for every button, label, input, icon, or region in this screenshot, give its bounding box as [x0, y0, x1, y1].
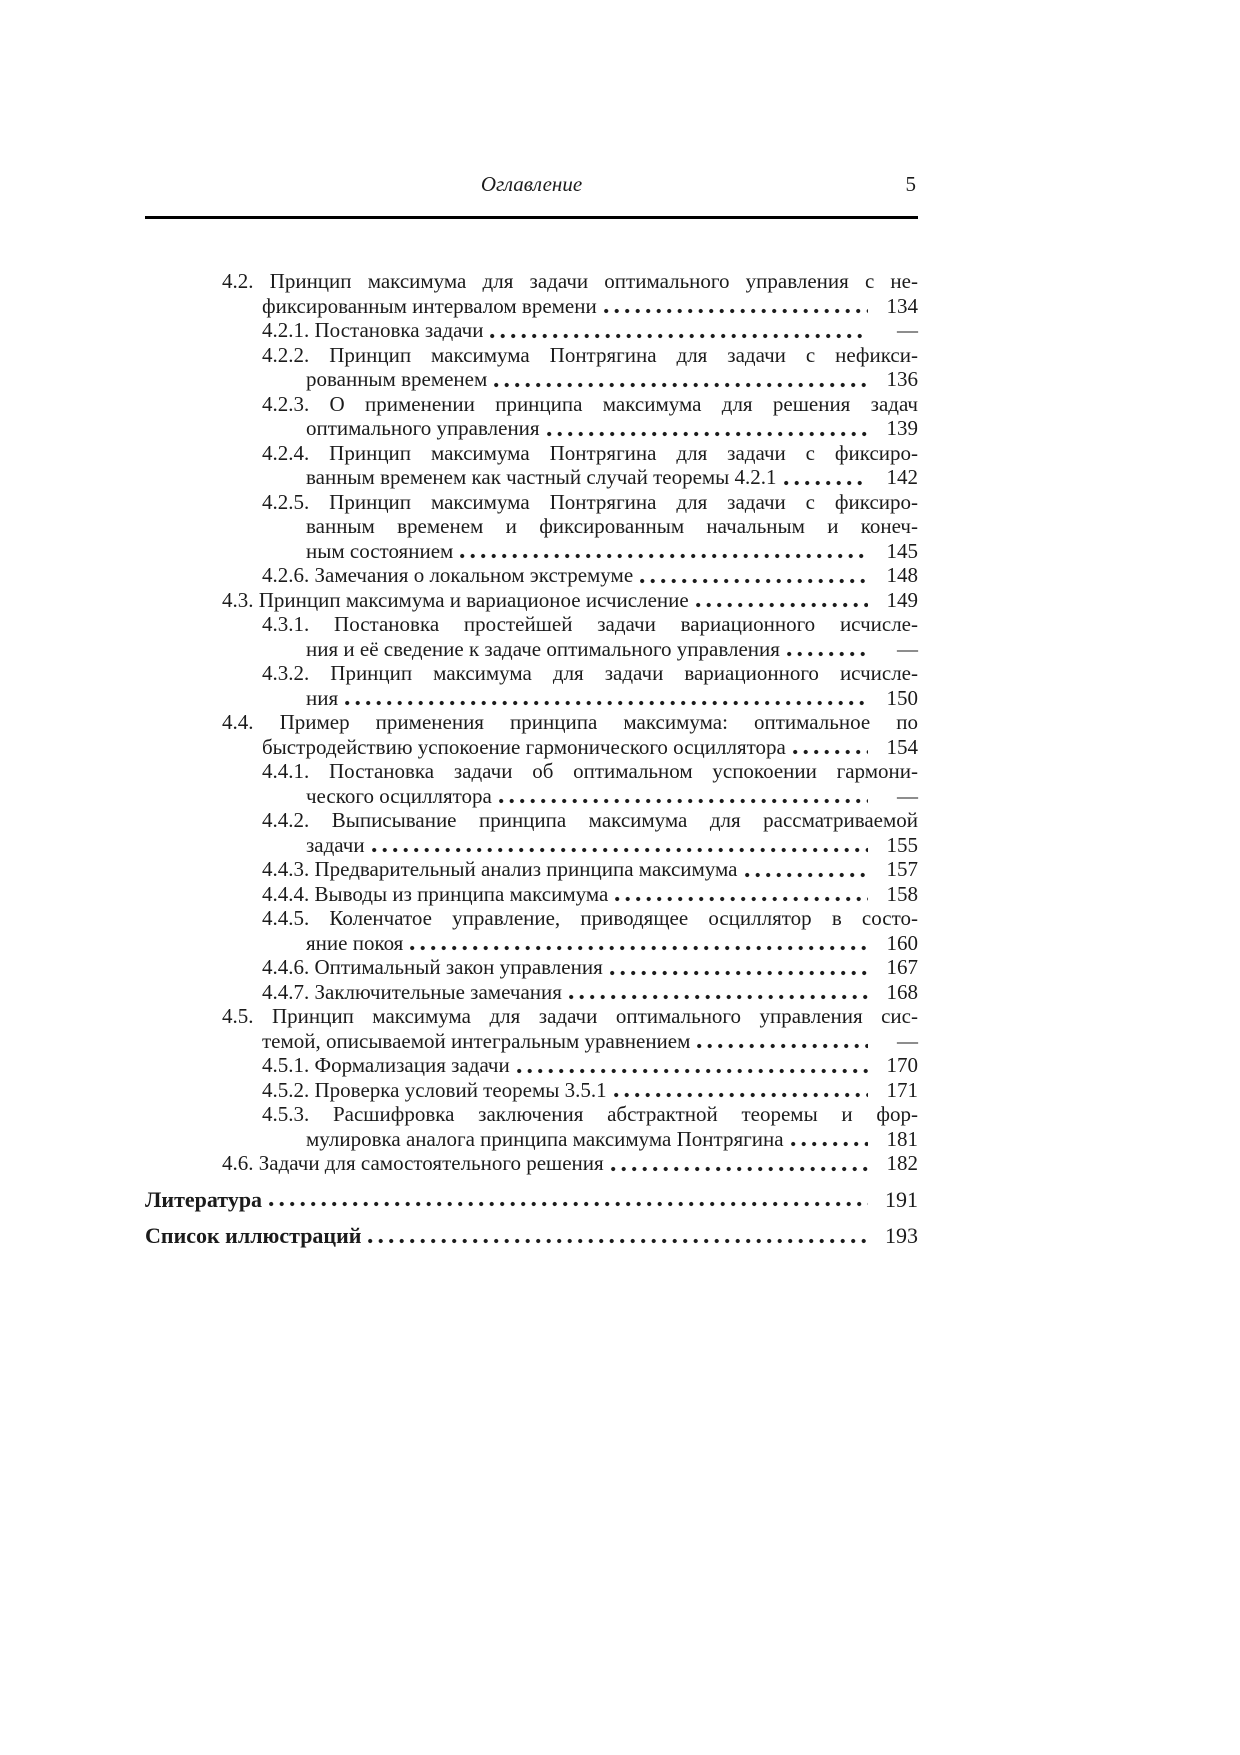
entry-page-number: 136 [886, 367, 918, 391]
entry-page-number: 139 [886, 416, 918, 440]
entry-line: 4.3.2. Принцип максимума для задачи вариационного исчисле- [262, 661, 918, 685]
toc-entry [145, 588, 918, 613]
entry-text: 4.3. Принцип максимума и вариационое исчисление [222, 587, 689, 612]
entry-line [145, 588, 918, 613]
entry-line: 4.3.1. Постановка простейшей задачи вариационного исчисле- [262, 612, 918, 636]
entry-page-number: 154 [886, 734, 918, 759]
entry-line [145, 1188, 918, 1213]
entry-number: 4.2.2. [262, 342, 310, 367]
entry-line: 4.4.5. Коленчатое управление, приводящее осциллятор в состо- [262, 906, 918, 930]
entry-page-number: 181 [886, 1126, 918, 1151]
entry-page-number: 145 [886, 538, 918, 563]
toc-entry [145, 490, 918, 564]
entry-page-number: 160 [886, 930, 918, 955]
entry-number: 4.2.5. [262, 489, 310, 514]
entry-text: ным состоянием [306, 538, 454, 563]
entry-line [145, 1151, 918, 1176]
entry-line [145, 833, 918, 858]
entry-line [145, 784, 918, 809]
toc-entry [145, 343, 918, 392]
entry-number: 4.4.1. [262, 759, 310, 783]
entry-line: 4.2.3. О применении принципа максимума для решения задач [262, 391, 918, 416]
entry-text: рованным временем [306, 367, 488, 391]
entry-number: 4.5. [222, 1004, 254, 1028]
entry-line [145, 367, 918, 392]
entry-page-number: — [897, 1028, 918, 1053]
entry-line [145, 686, 918, 711]
entry-page-number: 155 [886, 832, 918, 857]
entry-text: 4.4.3. Предварительный анализ принципа максимума [262, 857, 738, 881]
entry-line [145, 931, 918, 956]
entry-text: Список иллюстраций [145, 1223, 362, 1248]
entry-page-number: 193 [885, 1223, 918, 1248]
entry-line: 4.2.4. Принцип максимума Понтрягина для задачи с фиксиро- [262, 440, 918, 465]
dot-leader [787, 651, 868, 657]
dot-leader [615, 896, 868, 902]
dot-leader [696, 602, 868, 608]
entry-number: 4.4.2. [262, 808, 310, 832]
dot-leader [460, 553, 868, 559]
entry-number: 4.5.3. [262, 1102, 310, 1126]
entry-line [145, 1224, 918, 1249]
entry-text: ния [306, 685, 339, 710]
toc-entry [145, 759, 918, 808]
dot-leader [611, 1166, 868, 1172]
entry-page-number: 191 [885, 1186, 918, 1212]
entry-page-number: — [897, 636, 918, 661]
dot-leader [614, 1092, 868, 1098]
entry-number: 4.2. [222, 269, 254, 293]
entry-page-number: 142 [886, 465, 918, 489]
entry-page-number: 158 [886, 881, 918, 906]
entry-line [145, 416, 918, 441]
entry-line [145, 1029, 918, 1054]
entry-page-number: — [897, 318, 918, 342]
entry-line: 4.4. Пример применения принципа максимума: оптимальное по [222, 710, 918, 734]
entry-page-number: 182 [886, 1151, 918, 1175]
entry-page-number: 170 [886, 1053, 918, 1077]
entry-line: 4.2.5. Принцип максимума Понтрягина для задачи с фиксиро- [262, 489, 918, 514]
toc-entry [145, 1102, 918, 1151]
toc-entry [145, 1151, 918, 1176]
dot-leader [494, 382, 868, 388]
entry-number: 4.4. [222, 710, 254, 734]
toc-entry [145, 269, 918, 318]
entry-page-number: 157 [886, 857, 918, 881]
entry-page-number: 149 [886, 587, 918, 612]
entry-line [145, 637, 918, 662]
entry-line: 4.4.1. Постановка задачи об оптимальном успокоении гармони- [262, 759, 918, 783]
dot-leader [610, 970, 868, 976]
entry-text: яние покоя [306, 930, 404, 955]
entry-line: 4.5. Принцип максимума для задачи оптимального управления сис- [222, 1004, 918, 1028]
entry-page-number: — [897, 783, 918, 808]
toc-entry [145, 808, 918, 857]
toc-entry [145, 906, 918, 955]
dot-leader [784, 480, 868, 486]
dot-leader [269, 1201, 868, 1207]
dot-leader [604, 308, 868, 314]
dot-leader [490, 333, 868, 339]
toc [145, 269, 918, 1249]
toc-entry [145, 980, 918, 1005]
entry-line: 4.4.2. Выписывание принципа максимума для рассматриваемой [262, 808, 918, 832]
entry-number: 4.4.5. [262, 906, 310, 930]
toc-entry [145, 612, 918, 661]
entry-line: 4.2. Принцип максимума для задачи оптимального управления с не- [222, 269, 918, 293]
entry-page-number: 150 [886, 685, 918, 710]
dot-leader [345, 700, 868, 706]
toc-entry [145, 857, 918, 882]
entry-line [145, 882, 918, 907]
entry-text: 4.5.2. Проверка условий теоремы 3.5.1 [262, 1077, 607, 1102]
dot-leader [569, 994, 868, 1000]
running-header [145, 172, 918, 219]
text-block [145, 172, 918, 1249]
entry-line [145, 1078, 918, 1103]
entry-text: ческого осциллятора [306, 783, 492, 808]
entry-line [145, 563, 918, 588]
dot-leader [791, 1141, 868, 1147]
toc-entry [145, 1188, 918, 1213]
toc-entry [145, 1004, 918, 1053]
dot-leader [410, 945, 868, 951]
entry-line [145, 857, 918, 882]
entry-line [145, 465, 918, 490]
dot-leader [640, 578, 868, 584]
header-title: Оглавление [480, 172, 583, 196]
entry-line: 4.2.2. Принцип максимума Понтрягина для задачи с нефикси- [262, 342, 918, 367]
entry-text: Литература [145, 1186, 263, 1212]
entry-page-number: 171 [886, 1077, 918, 1102]
entry-text: 4.5.1. Формализация задачи [262, 1053, 510, 1077]
toc-entry [145, 1053, 918, 1078]
entry-text: 4.4.7. Заключительные замечания [262, 979, 562, 1004]
toc-entry [145, 441, 918, 490]
entry-text: мулировка аналога принципа максимума Понтрягина [306, 1126, 784, 1151]
entry-text: 4.2.1. Постановка задачи [262, 318, 484, 342]
entry-text: ванным временем как частный случай теоремы 4.2.1 [306, 465, 777, 489]
toc-entry [145, 661, 918, 710]
dot-leader [499, 798, 868, 804]
entry-number: 4.2.4. [262, 440, 310, 465]
dot-leader [547, 431, 868, 437]
entry-text: 4.4.6. Оптимальный закон управления [262, 955, 603, 979]
entry-text: 4.6. Задачи для самостоятельного решения [222, 1151, 604, 1175]
entry-page-number: 167 [886, 955, 918, 979]
toc-entry [145, 882, 918, 907]
entry-text: 4.2.6. Замечания о локальном экстремуме [262, 563, 634, 587]
dot-leader [368, 1238, 868, 1244]
entry-text: фиксированным интервалом времени [262, 293, 597, 318]
entry-page-number: 134 [886, 293, 918, 318]
toc-entry [145, 710, 918, 759]
toc-entry [145, 1078, 918, 1103]
entry-line [145, 539, 918, 564]
entry-number: 4.3.2. [262, 661, 310, 685]
entry-line: ванным временем и фиксированным начальным и конеч- [306, 514, 918, 538]
dot-leader [372, 847, 868, 853]
entry-page-number: 168 [886, 979, 918, 1004]
dot-leader [697, 1043, 868, 1049]
entry-text: ния и её сведение к задаче оптимального управления [306, 636, 780, 661]
entry-number: 4.2.3. [262, 391, 310, 416]
entry-line [145, 1127, 918, 1152]
entry-line [145, 1053, 918, 1078]
entry-text: задачи [306, 832, 365, 857]
toc-entry [145, 318, 918, 343]
entry-text: быстродействию успокоение гармонического осциллятора [262, 734, 786, 759]
header-page-number: 5 [905, 172, 916, 196]
entry-number: 4.3.1. [262, 612, 310, 636]
entry-text: темой, описываемой интегральным уравнением [262, 1028, 691, 1053]
toc-entry [145, 1224, 918, 1249]
entry-line [145, 980, 918, 1005]
toc-entry [145, 392, 918, 441]
toc-entry [145, 955, 918, 980]
toc-entry [145, 563, 918, 588]
entry-line [145, 318, 918, 343]
entry-text: оптимального управления [306, 416, 540, 440]
dot-leader [517, 1068, 868, 1074]
entry-line: 4.5.3. Расшифровка заключения абстрактной теоремы и фор- [262, 1102, 918, 1126]
entry-line [145, 735, 918, 760]
dot-leader [793, 749, 868, 755]
entry-line [145, 955, 918, 980]
entry-text: 4.4.4. Выводы из принципа максимума [262, 881, 609, 906]
dot-leader [745, 872, 869, 878]
entry-line [145, 294, 918, 319]
entry-page-number: 148 [886, 563, 918, 587]
